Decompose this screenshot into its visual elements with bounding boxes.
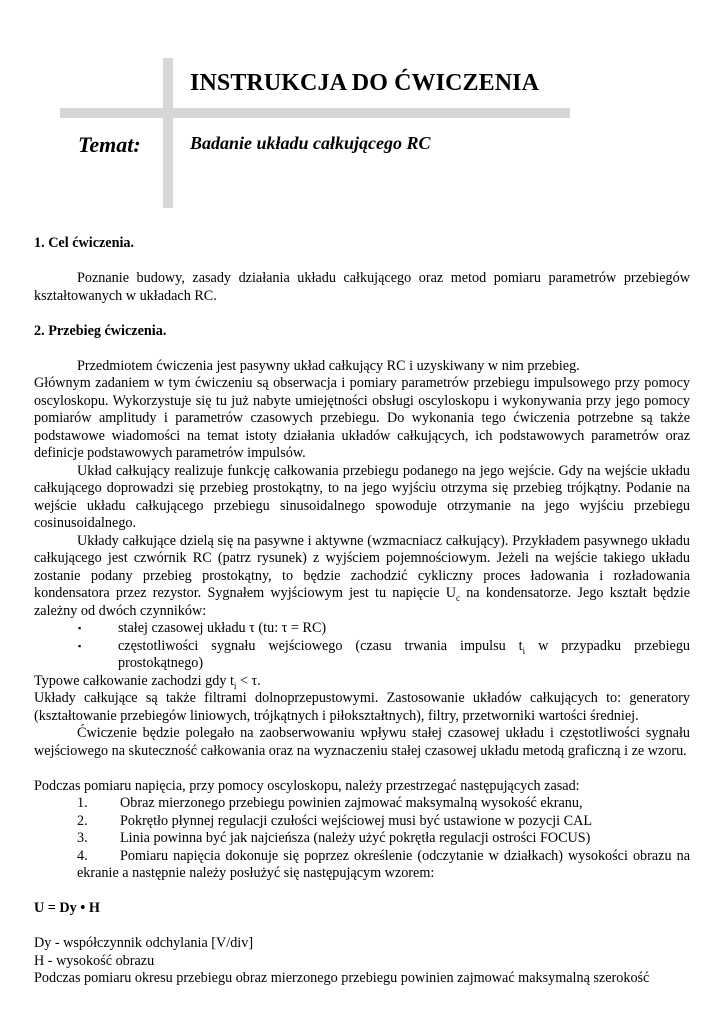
bullet-icon: ▪ [78, 640, 82, 651]
decorative-vertical-bar [163, 58, 173, 208]
list-item: 1. Obraz mierzonego przebiegu powinien zajmować maksymalną wysokość ekranu, [77, 795, 583, 811]
definition-h: H - wysokość obrazu [34, 952, 155, 969]
bullet-icon: ▪ [78, 623, 82, 633]
measurement-intro: Podczas pomiaru napięcia, przy pomocy oscyloskopu, należy przestrzegać następujących zasad: [34, 777, 580, 794]
list-item: 3. Linia powinna być jak najcieńsza (należy użyć pokrętła regulacji ostrości FOCUS) [77, 830, 591, 846]
list-item: ▪ stałej czasowej układu τ (tu: τ = RC) [78, 620, 327, 636]
section-2-paragraph-2: Głównym zadaniem w tym ćwiczeniu są obserwacja i pomiary parametrów przebiegu impulsowego przy pomocy oscyloskopu. Wykorzystuje się tu już nabyte umiejętności obsługi oscyloskopu i wykonywania przy jego pomocy pomiarów amplitudy i parametrów czasowych przebiegu. Do wykonania tego ćwiczenia potrzebne są także podstawowe wiadomości na temat istoty działania układów całkujących, ich podstawowych parametrów oraz definicje podstawowych parametrów impulsów. [34, 375, 690, 461]
decorative-horizontal-bar [60, 108, 570, 118]
document-title: INSTRUKCJA DO ĆWICZENIA [190, 70, 540, 96]
period-measurement-text: Podczas pomiaru okresu przebiegu obraz mierzonego przebiegu powinien zajmować maksymalną szerokość [34, 970, 650, 986]
topic-value: Badanie układu całkującego RC [190, 133, 431, 153]
section-1-heading: 1. Cel ćwiczenia. [34, 235, 135, 251]
section-2-paragraph-6: Układy całkujące są także filtrami dolnoprzepustowymi. Zastosowanie układów całkujących to: generatory (kształtowanie przebiegów liniowych, trójkątnych i piłokształtnych), filtry, przetworniki wartości średniej. [34, 690, 690, 724]
section-2-paragraph-5: Typowe całkowanie zachodzi gdy $t_i < \tau$. [34, 672, 261, 691]
topic-label: Temat: [78, 132, 141, 157]
section-2-paragraph-1: Przedmiotem ćwiczenia jest pasywny układ całkujący RC i uzyskiwany w nim przebieg. [77, 357, 580, 374]
voltage-formula: U = Dy • H [34, 900, 100, 916]
list-item: 2. Pokrętło płynnej regulacji czułości wejściowej musi być ustawione w pozycji CAL [77, 812, 593, 829]
measurement-rules [34, 795, 690, 883]
list-item: 4. Pomiaru napięcia dokonuje się poprzez określenie (odczytanie w działkach) wysokości obrazu na ekranie a następnie należy posłużyć się następującym wzorem: [77, 847, 690, 881]
document-body [34, 235, 690, 988]
section-1-paragraph: Poznanie budowy, zasady działania układu całkującego oraz metod pomiaru parametrów przebiegów kształtowanych w układach RC. [34, 270, 690, 304]
definition-dy: Dy - współczynnik odchylania [V/div] [34, 935, 254, 951]
section-2-heading: 2. Przebieg ćwiczenia. [34, 322, 167, 339]
section-2-paragraph-7: Ćwiczenie będzie polegało na zaobserwowaniu wpływu stałej czasowej układu i częstotliwości sygnału wejściowego na skuteczność całkowania oraz na wyznaczeniu stałej czasowej układu metodą graficzną i ze wzoru. [34, 725, 690, 759]
section-2-paragraph-4: Układy całkujące dzielą się na pasywne i aktywne (wzmacniacz całkujący). Przykładem pasywnego układu całkującego jest czwórnik RC (patrz rysunek) z wyjściem pojemnościowym. Jeżeli na wejście takiego układu zostanie podany przebieg prostokątny, to będzie zachodzić cykliczny proces ładowania i rozładowania kondensatora przez rezystor. Sygnałem wyjściowym jest tu napięcie $U_c$ na kondensatorze. Jego kształt będzie zależny od dwóch czynników: [34, 532, 690, 619]
list-item: ▪ częstotliwości sygnału wejściowego (czasu trwania impulsu $t_i$ w przypadku przebiegu prostokątnego) [78, 637, 691, 671]
section-2-paragraph-3: Układ całkujący realizuje funkcję całkowania przebiegu podanego na jego wejście. Gdy na wejście układu całkującego doprowadzi się przebieg prostokątny, to na jego wyjściu otrzyma się przebieg trójkątny. Podanie na wejście układu całkującego przebiegu sinusoidalnego spowoduje otrzymanie na jego wyjściu przebiegu cosinusoidalnego. [34, 462, 690, 531]
factor-list [34, 620, 690, 673]
